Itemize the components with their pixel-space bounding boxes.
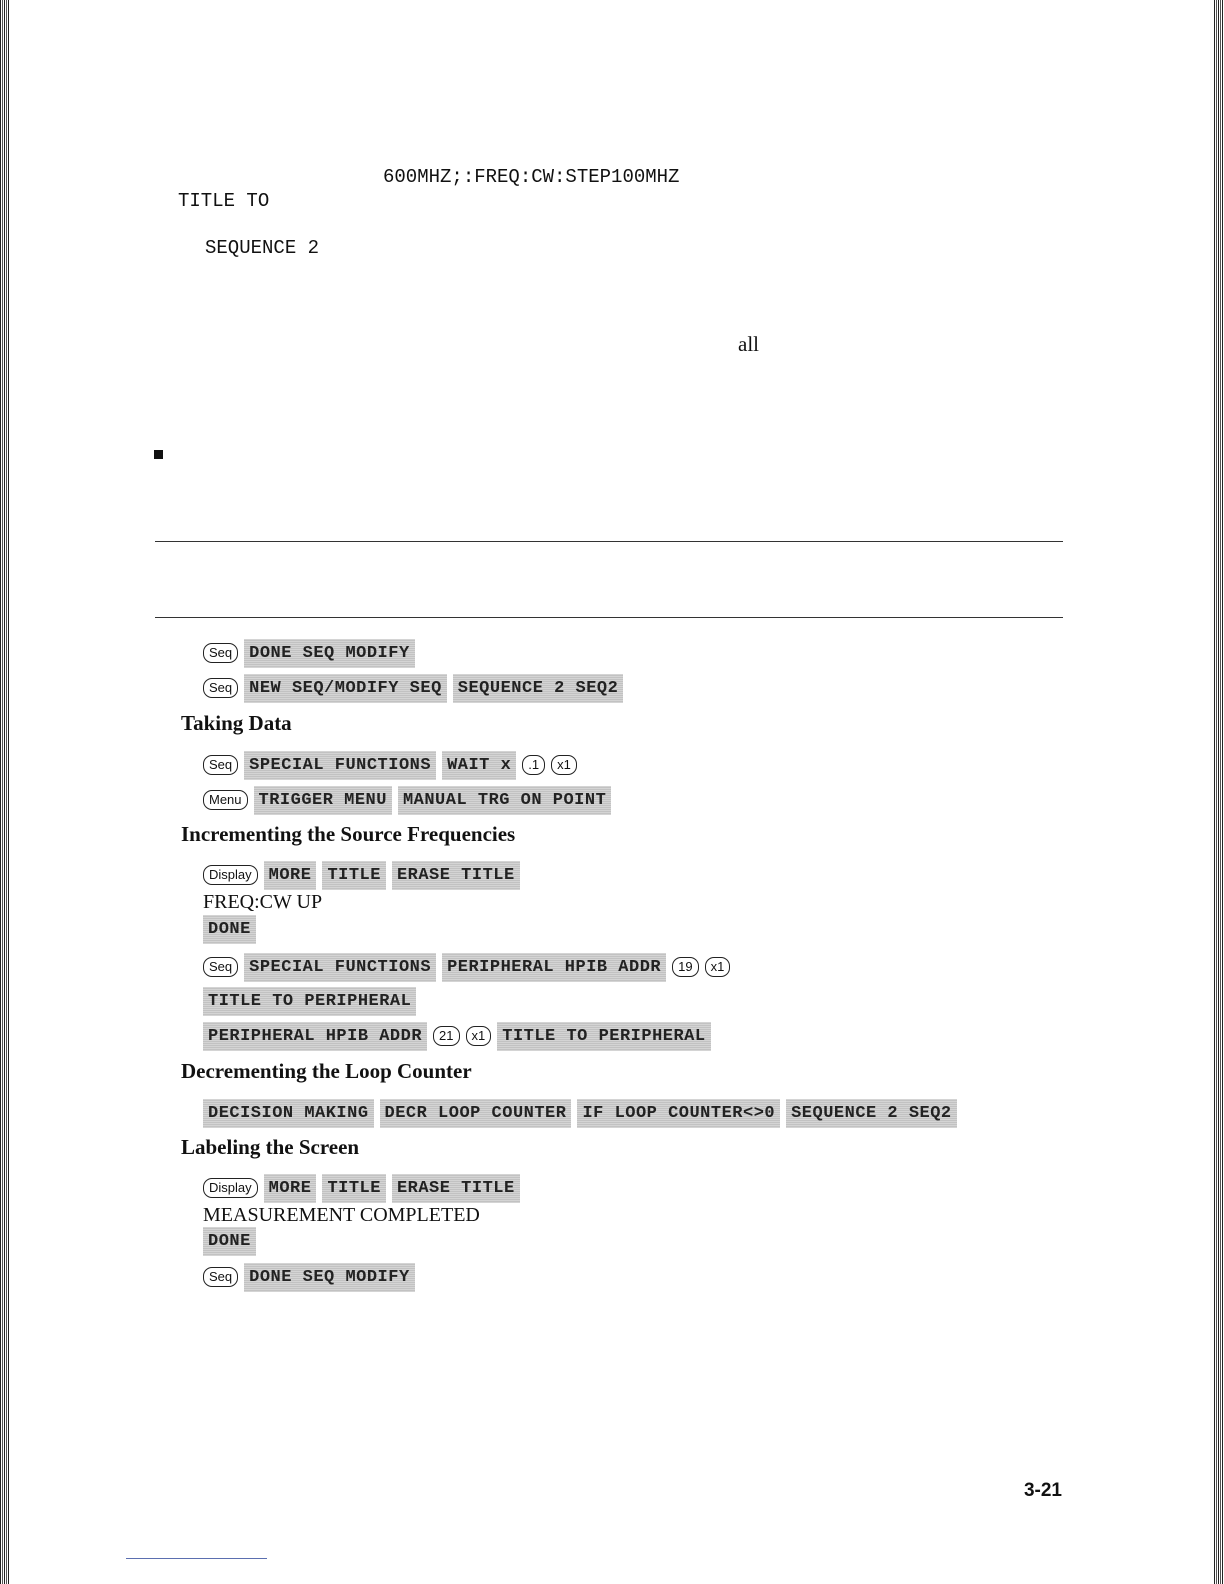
step-row [203,914,256,944]
step-row [203,1173,520,1203]
softkey-done[interactable]: DONE [203,1227,256,1256]
softkey-erase-title[interactable]: ERASE TITLE [392,861,520,890]
softkey-done-seq-modify[interactable]: DONE SEQ MODIFY [244,1263,415,1292]
seq-hardkey[interactable]: Seq [203,755,238,775]
step-row [203,638,415,668]
softkey-if-loop-counter-not-zero[interactable]: IF LOOP COUNTER<>0 [577,1099,780,1128]
x1-hardkey[interactable]: x1 [705,957,731,977]
heading-decrementing: Decrementing the Loop Counter [181,1059,472,1083]
scan-edge-right [1214,0,1224,1584]
nineteen-hardkey[interactable]: 19 [672,957,698,977]
heading-incrementing: Incrementing the Source Frequencies [181,822,516,846]
step-row [203,673,623,703]
step-row [203,986,416,1016]
menu-hardkey[interactable]: Menu [203,790,248,810]
softkey-title[interactable]: TITLE [322,861,386,890]
title-to-text: TITLE TO [178,190,270,212]
softkey-sequence-2-seq2[interactable]: SEQUENCE 2 SEQ2 [786,1099,957,1128]
page-number: 3-21 [1023,1480,1062,1501]
softkey-special-functions[interactable]: SPECIAL FUNCTIONS [244,953,436,982]
heading-labeling: Labeling the Screen [181,1135,360,1159]
freq-cw-up-text: FREQ:CW UP [203,891,323,913]
softkey-erase-title[interactable]: ERASE TITLE [392,1174,520,1203]
softkey-done[interactable]: DONE [203,915,256,944]
step-row [203,785,611,815]
softkey-special-functions[interactable]: SPECIAL FUNCTIONS [244,751,436,780]
bullet-square [154,450,163,459]
x1-hardkey[interactable]: x1 [466,1026,492,1046]
step-row [203,1021,711,1051]
seq-hardkey[interactable]: Seq [203,678,238,698]
measurement-completed-text: MEASUREMENT COMPLETED [203,1204,480,1226]
softkey-title[interactable]: TITLE [322,1174,386,1203]
softkey-title-to-peripheral[interactable]: TITLE TO PERIPHERAL [497,1022,710,1051]
divider-top [155,541,1063,542]
display-hardkey[interactable]: Display [203,1178,258,1198]
step-row [203,1262,415,1292]
softkey-more[interactable]: MORE [264,1174,317,1203]
sequence-2-text: SEQUENCE 2 [205,237,320,259]
step-row [203,860,520,890]
softkey-trigger-menu[interactable]: TRIGGER MENU [254,786,392,815]
scan-edge-left [0,0,10,1584]
seq-hardkey[interactable]: Seq [203,1267,238,1287]
softkey-title-to-peripheral[interactable]: TITLE TO PERIPHERAL [203,987,416,1016]
softkey-sequence-2-seq2[interactable]: SEQUENCE 2 SEQ2 [453,674,624,703]
point-one-hardkey[interactable]: .1 [522,755,545,775]
step-row [203,750,577,780]
twenty-one-hardkey[interactable]: 21 [433,1026,459,1046]
step-row [203,952,730,982]
seq-hardkey[interactable]: Seq [203,643,238,663]
softkey-new-seq-modify-seq[interactable]: NEW SEQ/MODIFY SEQ [244,674,447,703]
softkey-peripheral-hpib-addr[interactable]: PERIPHERAL HPIB ADDR [203,1022,427,1051]
softkey-decr-loop-counter[interactable]: DECR LOOP COUNTER [380,1099,572,1128]
softkey-wait-x[interactable]: WAIT x [442,751,516,780]
divider-bottom [155,617,1063,618]
softkey-more[interactable]: MORE [264,861,317,890]
heading-taking-data: Taking Data [181,711,292,735]
step-row [203,1226,256,1256]
all-word: all [738,332,759,356]
softkey-done-seq-modify[interactable]: DONE SEQ MODIFY [244,639,415,668]
step-row [203,1098,957,1128]
x1-hardkey[interactable]: x1 [551,755,577,775]
display-hardkey[interactable]: Display [203,865,258,885]
softkey-decision-making[interactable]: DECISION MAKING [203,1099,374,1128]
command-line-text: 600MHZ;:FREQ:CW:STEP100MHZ [383,166,680,188]
footer-link-line [126,1558,267,1559]
seq-hardkey[interactable]: Seq [203,957,238,977]
softkey-manual-trg-on-point[interactable]: MANUAL TRG ON POINT [398,786,611,815]
softkey-peripheral-hpib-addr[interactable]: PERIPHERAL HPIB ADDR [442,953,666,982]
